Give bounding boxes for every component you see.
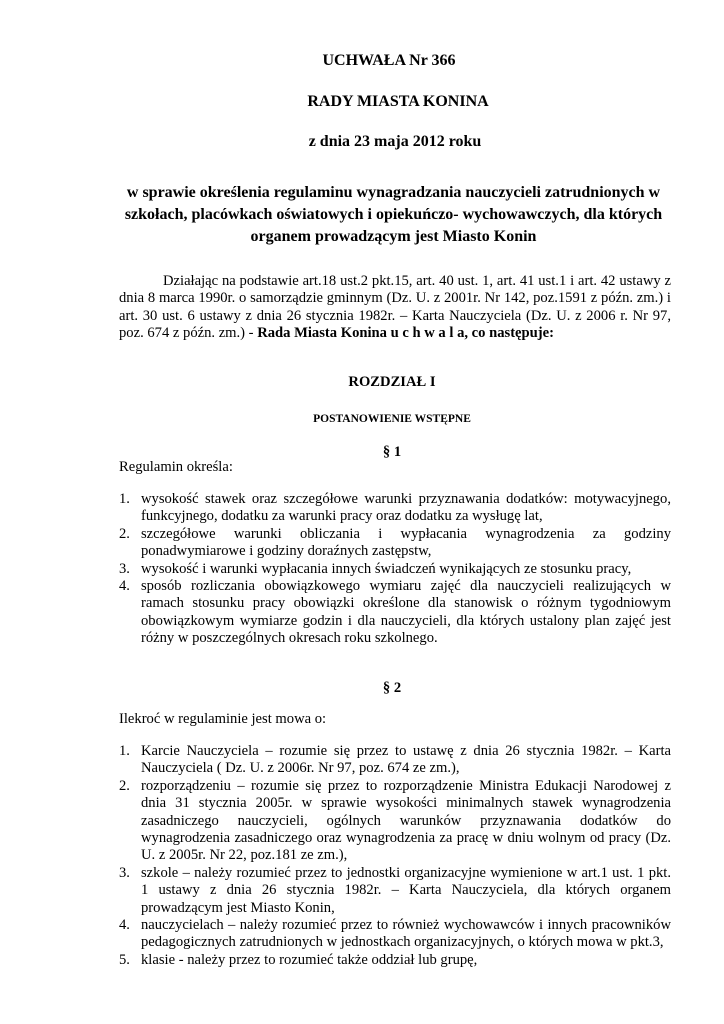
section-2-mark: § 2 (382, 680, 402, 696)
section-1-list (119, 491, 671, 648)
section-2-list (119, 743, 671, 969)
list-item: 1. Karcie Nauczyciela – rozumie się przez to ustawę z dnia 26 stycznia 1982r. – Karta Nauczyciela ( Dz. U. z 2006r. Nr 97, poz. 674 ze zm.), (119, 743, 671, 777)
list-item: 5. klasie - należy przez to rozumieć także oddział lub grupę, (119, 951, 478, 968)
chapter-subtitle: POSTANOWIENIE WSTĘPNE (313, 413, 471, 425)
chapter-title: ROZDZIAŁ I (348, 374, 436, 390)
resolution-number: UCHWAŁA Nr 366 (322, 52, 456, 69)
section-2-lead: Ilekroć w regulaminie jest mowa o: (119, 711, 327, 727)
preamble-enactment: Rada Miasta Konina u c h w a l a, co następuje: (257, 325, 554, 342)
list-item: 4. sposób rozliczania obowiązkowego wymiaru zajęć dla nauczycieli realizujących w ramach stosunku pracy obowiązki określone dla stanowisk o różnym tygodniowym obowiązkowym wymiarze godzin i dla nauczycieli, dla których ustalony plan zajęć jest różny w poszczególnych okresach roku szkolnego. (119, 578, 671, 647)
preamble-text: Działając na podstawie art.18 ust.2 pkt.15, art. 40 ust. 1, art. 41 ust.1 i art. 42 ustawy z dnia 8 marca 1990r. o samorządzie gminnym (Dz. U. z 2001r. Nr 142, poz.1591 z późn. zm.) i art. 30 ust. 6 ustawy z dnia 26 stycznia 1982r. – Karta Nauczyciela (Dz. U. z 2006 r. Nr 97, poz. 674 z późn. zm.) - (119, 273, 671, 342)
section-1-lead: Regulamin określa: (119, 459, 233, 475)
list-item: 1. wysokość stawek oraz szczegółowe warunki przyznawania dodatków: motywacyjnego, funkcyjnego, dodatku za warunki pracy oraz dodatku za wysługę lat, (119, 491, 671, 525)
list-item: 2. rozporządzeniu – rozumie się przez to rozporządzenie Ministra Edukacji Narodowej z dnia 31 stycznia 2005r. w sprawie wysokości minimalnych stawek wynagrodzenia zasadniczego nauczycieli, ogólnych warunków przyznawania dodatków do wynagrodzenia zasadniczego oraz wynagrodzenia za pracę w dniu wolnym od pracy (Dz. U. z 2005r. Nr 22, poz.181 ze zm.), (119, 777, 671, 864)
list-item: 4. nauczycielach – należy rozumieć przez to również wychowawców i innych pracowników pedagogicznych zatrudnionych w jednostkach organizacyjnych, o których mowa w pkt.3, (119, 917, 671, 951)
council-name: RADY MIASTA KONINA (307, 93, 489, 110)
resolution-date: z dnia 23 maja 2012 roku (308, 133, 482, 150)
list-item: 2. szczegółowe warunki obliczania i wypłacania wynagrodzenia za godziny ponadwymiarowe i godziny doraźnych zastępstw, (119, 525, 671, 560)
list-item: 3. wysokość i warunki wypłacania innych świadczeń wynikających ze stosunku pracy, (119, 560, 632, 577)
list-item: 3. szkole – należy rozumieć przez to jednostki organizacyjne wymienione w art.1 ust. 1 pkt. 1 ustawy z dnia 26 stycznia 1982r. – Karta Nauczyciela, dla których organem prowadzącym jest Miasto Konin, (119, 864, 671, 916)
section-1-mark: § 1 (382, 444, 402, 460)
resolution-subject: w sprawie określenia regulaminu wynagradzania nauczycieli zatrudnionych w szkołach, placówkach oświatowych i opiekuńczo- wychowawczych, dla których organem prowadzącym jest Miasto Konin (124, 184, 663, 245)
preamble (119, 273, 671, 343)
